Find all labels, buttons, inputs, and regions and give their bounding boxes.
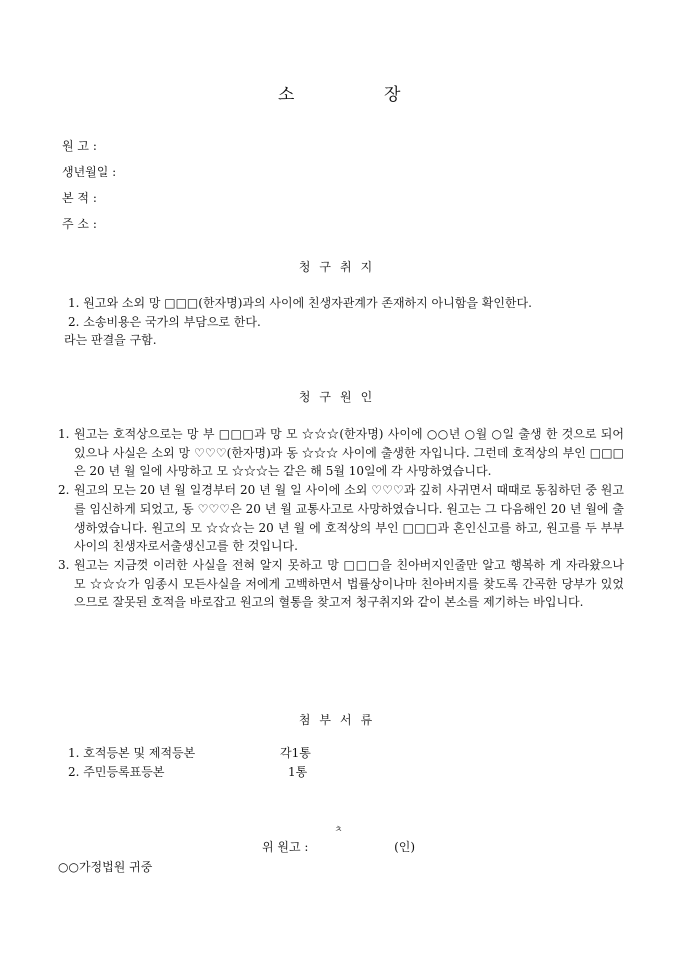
cause-list <box>58 425 624 612</box>
section-heading-attachments: 첨부서류 <box>298 713 382 727</box>
cause-item-number: 1. <box>58 427 70 441</box>
attachment-count: 각1통 <box>280 746 311 760</box>
title-char-2: 장 <box>384 85 401 105</box>
signature-line <box>262 838 415 855</box>
cause-item <box>58 556 624 612</box>
attachment-name: 2. 주민등록표등본 <box>68 765 165 779</box>
birthdate-field: 생년월일 : <box>62 165 117 179</box>
seal-mark: (인) <box>394 840 416 854</box>
cause-item-number: 3. <box>58 557 70 572</box>
party-fields <box>62 133 116 237</box>
address-field: 주 소 : <box>62 217 97 231</box>
judgment-request: 라는 판결을 구함. <box>64 333 157 347</box>
cause-item <box>58 425 624 481</box>
section-heading-cause: 청구원인 <box>298 390 382 404</box>
attachment-row <box>68 763 311 782</box>
cause-item-text: 원고는 호적상으로는 망 부 □□□과 망 모 ☆☆☆(한자명) 사이에 ○○년 ○월 ○일 출생 한 것으로 되어 있으나 사실은 소외 망 ♡♡♡(한자명)과 동 ☆☆☆ 사이에 출생한 자입니다. 그런데 호적상의 부인 □□□은 20 년 월 일에 사망하고 모 ☆☆☆는 같은 해 5월 10일에 각 사망하였습니다. <box>74 427 624 479</box>
cause-item-text: 원고의 모는 20 년 월 일경부터 20 년 월 일 사이에 소외 ♡♡♡과 깊히 사귀면서 때때로 동침하던 중 원고를 임신하게 되었고, 동 ♡♡♡은 20 년 월 교통사고로 사망하였습니다. 원고는 그 다음해인 20 년 월에 출생하였습니다. 원고의 모 ☆☆☆는 20 년 월 에 호적상의 부인 □□□과 혼인신고를 하고, 원고를 두 부부사이의 친생자로서출생신고를 한 것입니다. <box>74 483 624 554</box>
purpose-item: 2. 소송비용은 국가의 부담으로 한다. <box>68 314 261 329</box>
attachments-list <box>68 744 311 782</box>
court-addressee: ○○가정법원 귀중 <box>58 860 153 874</box>
section-heading-purpose: 청구취지 <box>298 260 382 274</box>
plaintiff-field: 원 고 : <box>62 139 97 153</box>
cause-item-text: 원고는 지금껏 이러한 사실을 전혀 알지 못하고 망 □□□을 친아버지인줄만 알고 행복하 게 자라왔으나 모 ☆☆☆가 임종시 모든사실을 저에게 고백하면서 법률상이나마 친아버지를 찾도록 간곡한 당부가 있었으므로 잘못된 호적을 바로잡고 원고의 혈통을 찾고저 청구취지와 같이 본소를 제기하는 바입니다. <box>74 557 624 610</box>
cause-item <box>58 481 624 556</box>
purpose-item: 1. 원고와 소외 망 □□□(한자명)과의 사이에 친생자관계가 존재하지 아니함을 확인한다. <box>68 296 532 310</box>
date-mark: ㅊ <box>334 825 343 835</box>
attachment-row <box>68 744 311 763</box>
purpose-list <box>64 294 532 350</box>
signature-label: 위 원고 : <box>262 840 309 854</box>
title-char-1: 소 <box>278 85 295 105</box>
attachment-count: 1통 <box>288 765 308 779</box>
attachment-name: 1. 호적등본 및 제적등본 <box>68 746 196 760</box>
cause-item-number: 2. <box>58 483 70 498</box>
registry-field: 본 적 : <box>62 191 97 205</box>
